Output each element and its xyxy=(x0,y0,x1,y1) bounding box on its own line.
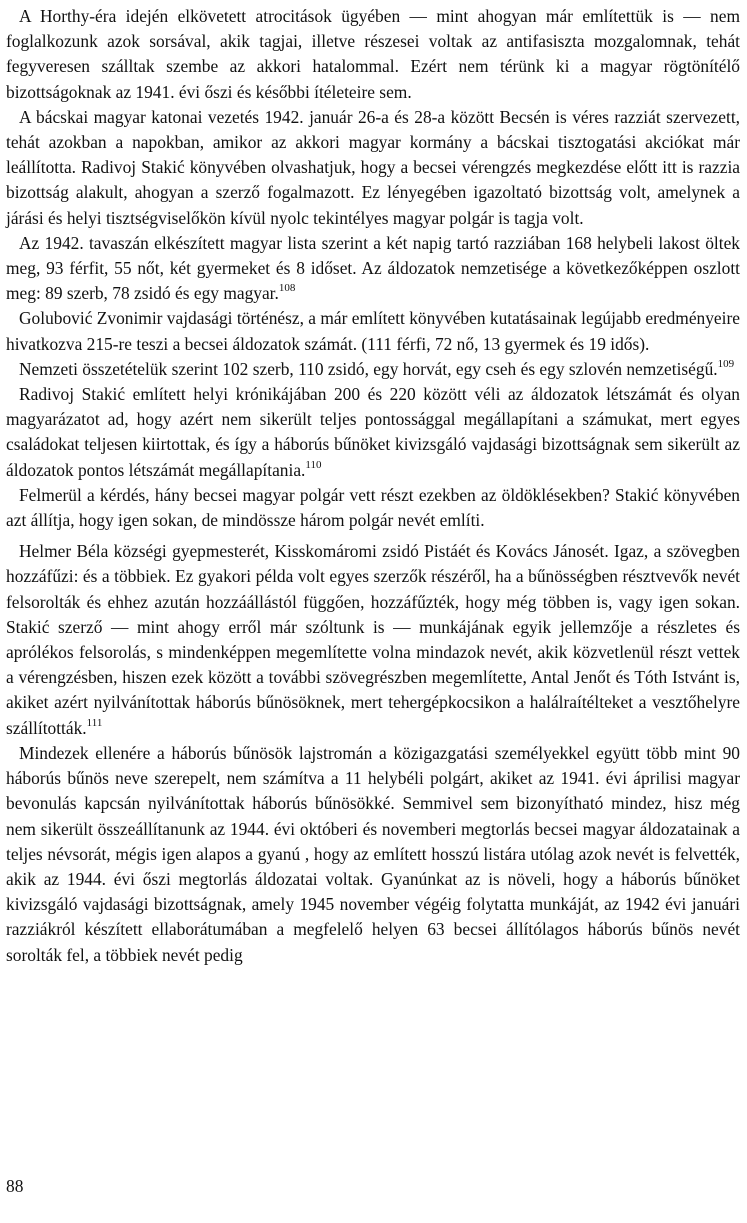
paragraph-5 xyxy=(6,357,740,382)
page-number: 88 xyxy=(6,1176,24,1196)
paragraph-1-text: A Horthy-éra idején elkövetett atrocitások ügyében — mint ahogyan már említettük is — nem foglalkozunk azok sorsával, akik tagjai, illetve részesei voltak az antifasiszta mozgalomnak, tehát fegyveresen szálltak szembe az akkori hatalommal. Ezért nem térünk ki a magyar rögtönítélő bizottságoknak az 1941. évi őszi és későbbi ítéleteire sem. xyxy=(6,6,740,102)
footnote-marker-111: 111 xyxy=(86,716,103,729)
paragraph-6-text: Radivoj Stakić említett helyi krónikájában 200 és 220 között véli az áldozatok létszámát és olyan magyarázatot ad, hogy azért nem sikerült teljes pontossággal megállapítani a számukat, mert egyes családokat teljesen kiirtottak, és így a háborús bűnöket kivizsgáló vajdasági bizottságnak sem sikerült az áldozatok pontos létszámát megállapítania. xyxy=(6,384,740,480)
paragraph-7 xyxy=(6,483,740,533)
paragraph-5-text: Nemzeti összetételük szerint 102 szerb, 110 zsidó, egy horvát, egy cseh és egy szlovén nemzetiségű. xyxy=(19,358,718,379)
paragraph-2-text: A bácskai magyar katonai vezetés 1942. január 26-a és 28-a között Becsén is véres razziát szervezett, tehát azokban a napokban, amikor az akkori magyar kormány a bácskai tisztogatási akciókat már leállította. Radivoj Stakić könyvében olvashatjuk, hogy a becsei vérengzés megkezdése előtt itt is razzia bizottság alakult, ahogyan a szerző fogalmazott. Ez lényegében igazoltató bizottság volt, amelynek a járási és helyi tisztségviselőkön kívül nyolc tekintélyes magyar polgár is tagja volt. xyxy=(6,106,740,228)
paragraph-6 xyxy=(6,382,740,483)
paragraph-8-text: Helmer Béla községi gyepmesterét, Kisskomáromi zsidó Pistáét és Kovács Jánosét. Igaz, a szövegben hozzáfűzi: és a többiek. Ez gyakori példa volt egyes szerzők részéről, ha a bűnösségben résztvevők nevét felsorolták és ehhez azután hozzáállástól függően, hozzáfűzték, hogy még többen is, vagy igen sokan. Stakić szerző — mint ahogy erről már szóltunk is — munkájának egyik jellemzője a részletes és aprólékos felsorolás, s mindenképpen megemlítette volna mindazok nevét, akik közvetlenül részt vettek a vérengzésben, hiszen ezek között a további szövegrészben megemlítette, Antal Jenőt és Tóth Istvánt is, akiket azért nyilvánítottak háborús bűnösöknek, mert tehergépkocsikon a halálraítélteket a vesztőhelyre szállították. xyxy=(6,541,740,738)
document-page xyxy=(6,4,740,968)
paragraph-9 xyxy=(6,741,740,968)
footnote-marker-110: 110 xyxy=(305,458,322,471)
paragraph-9-text: Mindezek ellenére a háborús bűnösök lajstromán a közigazgatási személyekkel együtt több mint 90 háborús bűnös neve szerepelt, nem számítva a 11 helybéli polgárt, akiket az 1941. évi áprilisi magyar bevonulás kapcsán nyilvánítottak háborús bűnösökké. Semmivel sem bizonyítható mindez, hisz még nem sikerült összeállítanunk az 1944. évi októberi és novemberi megtorlás becsei magyar áldozatainak a teljes névsorát, mégis igen alapos a gyanú , hogy az említett hosszú listára utólag azok nevét is felvették, akik az 1944. évi őszi megtorlás áldozatai voltak. Gyanúnkat az is növeli, hogy a háborús bűnöket kivizsgáló vajdasági bizottságnak, amely 1945 november végéig folytatta munkáját, az 1942 évi januári razziákról készített ellaborátumában a megfelelő helyen 63 becsei állítólagos háborús bűnös nevét sorolták fel, a többiek nevét pedig xyxy=(6,742,740,965)
footnote-marker-108: 108 xyxy=(278,282,296,295)
paragraph-2 xyxy=(6,105,740,231)
paragraph-3-text: Az 1942. tavaszán elkészített magyar lista szerint a két napig tartó razziában 168 helybeli lakost öltek meg, 93 férfit, 55 nőt, két gyermeket és 8 időset. Az áldozatok nemzetisége a következőképpen oszlott meg: 89 szerb, 78 zsidó és egy magyar. xyxy=(6,232,740,304)
footnote-marker-109: 109 xyxy=(717,357,735,370)
paragraph-3 xyxy=(6,231,740,307)
paragraph-8 xyxy=(6,539,740,741)
paragraph-4-text: Golubović Zvonimir vajdasági történész, a már említett könyvében kutatásainak legújabb eredményeire hivatkozva 215-re teszi a becsei áldozatok számát. (111 férfi, 72 nő, 13 gyermek és 19 idős). xyxy=(6,308,740,354)
paragraph-7-text: Felmerül a kérdés, hány becsei magyar polgár vett részt ezekben az öldöklésekben? Stakić könyvében azt állítja, hogy igen sokan, de mindössze három polgár nevét említi. xyxy=(6,484,740,531)
paragraph-1 xyxy=(6,4,740,105)
paragraph-4 xyxy=(6,306,740,356)
